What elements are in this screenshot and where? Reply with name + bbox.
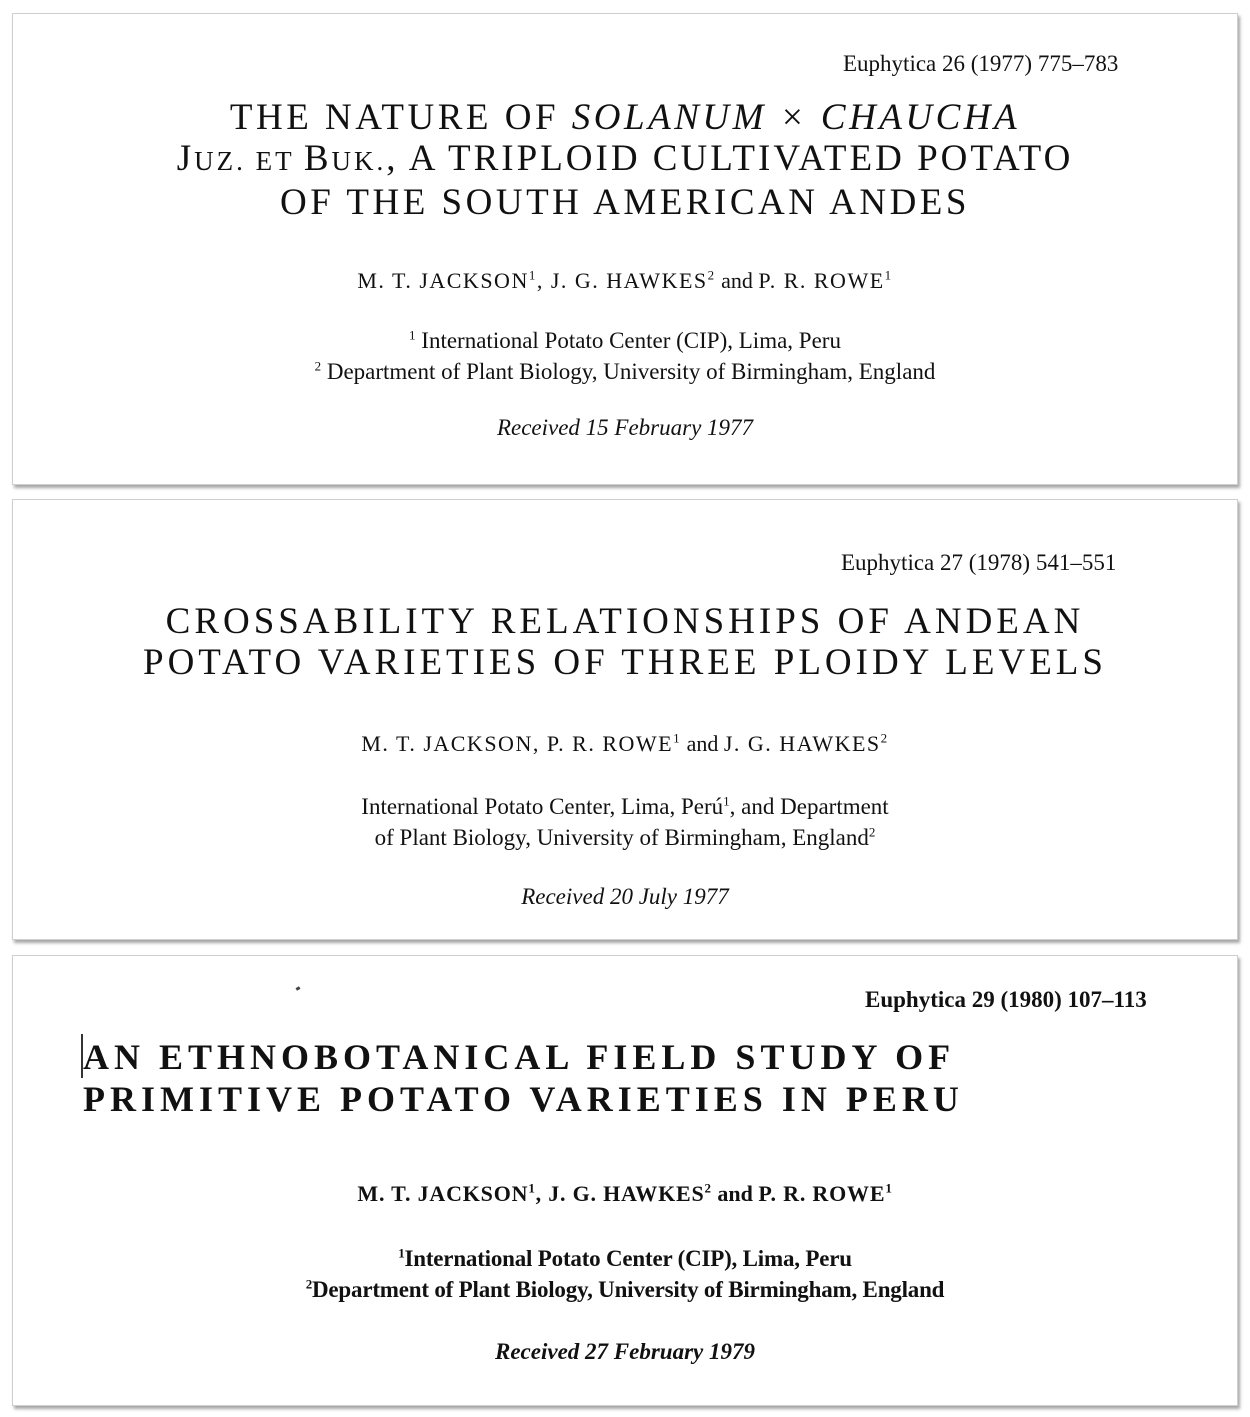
- author-name: M. T. JACKSON: [357, 1181, 529, 1206]
- received-date: Received 15 February 1977: [496, 415, 754, 440]
- affiliation-line: $^2$ Department of Plant Biology, University of Birmingham, England: [314, 358, 936, 384]
- author-name: P. R. ROWE: [758, 1181, 886, 1206]
- paper-title: [13, 601, 1237, 683]
- affiliations: [13, 1243, 1237, 1305]
- paper-title: [13, 97, 1237, 223]
- paper-header-2: [12, 499, 1238, 940]
- journal-citation: Euphytica 29 (1980) 107–113: [865, 987, 1147, 1012]
- author-name: M. T. JACKSON: [357, 268, 529, 293]
- affiliations: [13, 791, 1237, 853]
- paper-header-3: [12, 955, 1238, 1406]
- title-line-2: PRIMITIVE POTATO VARIETIES IN PERU: [83, 1079, 964, 1119]
- title-line-1: AN ETHNOBOTANICAL FIELD STUDY OF: [83, 1037, 956, 1077]
- journal-citation: Euphytica 27 (1978) 541–551: [841, 550, 1117, 575]
- author-list: M. T. JACKSON$^1$, J. G. HAWKES$^2$ and P. R. ROWE$^1$: [357, 267, 893, 293]
- title-line-2: JUZ. ET BUK., A TRIPLOID CULTIVATED POTATO: [176, 138, 1074, 179]
- author-name: J. G. HAWKES: [550, 268, 708, 293]
- affiliations: [13, 325, 1237, 387]
- paper-title: [83, 1036, 1183, 1120]
- received-date: Received 20 July 1977: [521, 884, 729, 909]
- affiliation-line: $^2$Department of Plant Biology, University of Birmingham, England: [305, 1276, 945, 1302]
- affiliation-line: of Plant Biology, University of Birmingham, England$^2$: [374, 824, 876, 850]
- author-list: M. T. JACKSON, P. R. ROWE$^1$ and J. G. HAWKES$^2$: [361, 730, 889, 756]
- author-name: P. R. ROWE: [546, 731, 674, 756]
- journal-citation: Euphytica 26 (1977) 775–783: [843, 51, 1119, 76]
- affiliation-line: $^1$ International Potato Center (CIP), Lima, Peru: [409, 327, 841, 353]
- title-line-1: CROSSABILITY RELATIONSHIPS OF ANDEAN: [165, 601, 1085, 642]
- title-line-3: OF THE SOUTH AMERICAN ANDES: [280, 182, 970, 223]
- author-name: M. T. JACKSON: [361, 731, 533, 756]
- author-name: J. G. HAWKES: [548, 1181, 705, 1206]
- received-date: Received 27 February 1979: [495, 1339, 755, 1364]
- title-line-1: THE NATURE OF SOLANUM × CHAUCHA: [229, 97, 1021, 138]
- author-list: M. T. JACKSON$^1$, J. G. HAWKES$^2$ and P. R. ROWE$^1$: [357, 1180, 893, 1206]
- author-name: J. G. HAWKES: [723, 731, 881, 756]
- affiliation-line: $^1$International Potato Center (CIP), Lima, Peru: [398, 1245, 852, 1271]
- species-name: SOLANUM × CHAUCHA: [571, 97, 1021, 138]
- scan-speck: [296, 986, 301, 991]
- affiliation-line: International Potato Center, Lima, Perú$^1$, and Department: [361, 793, 889, 819]
- paper-header-1: [12, 13, 1238, 485]
- title-line-2: POTATO VARIETIES OF THREE PLOIDY LEVELS: [143, 642, 1107, 683]
- author-name: P. R. ROWE: [758, 268, 885, 293]
